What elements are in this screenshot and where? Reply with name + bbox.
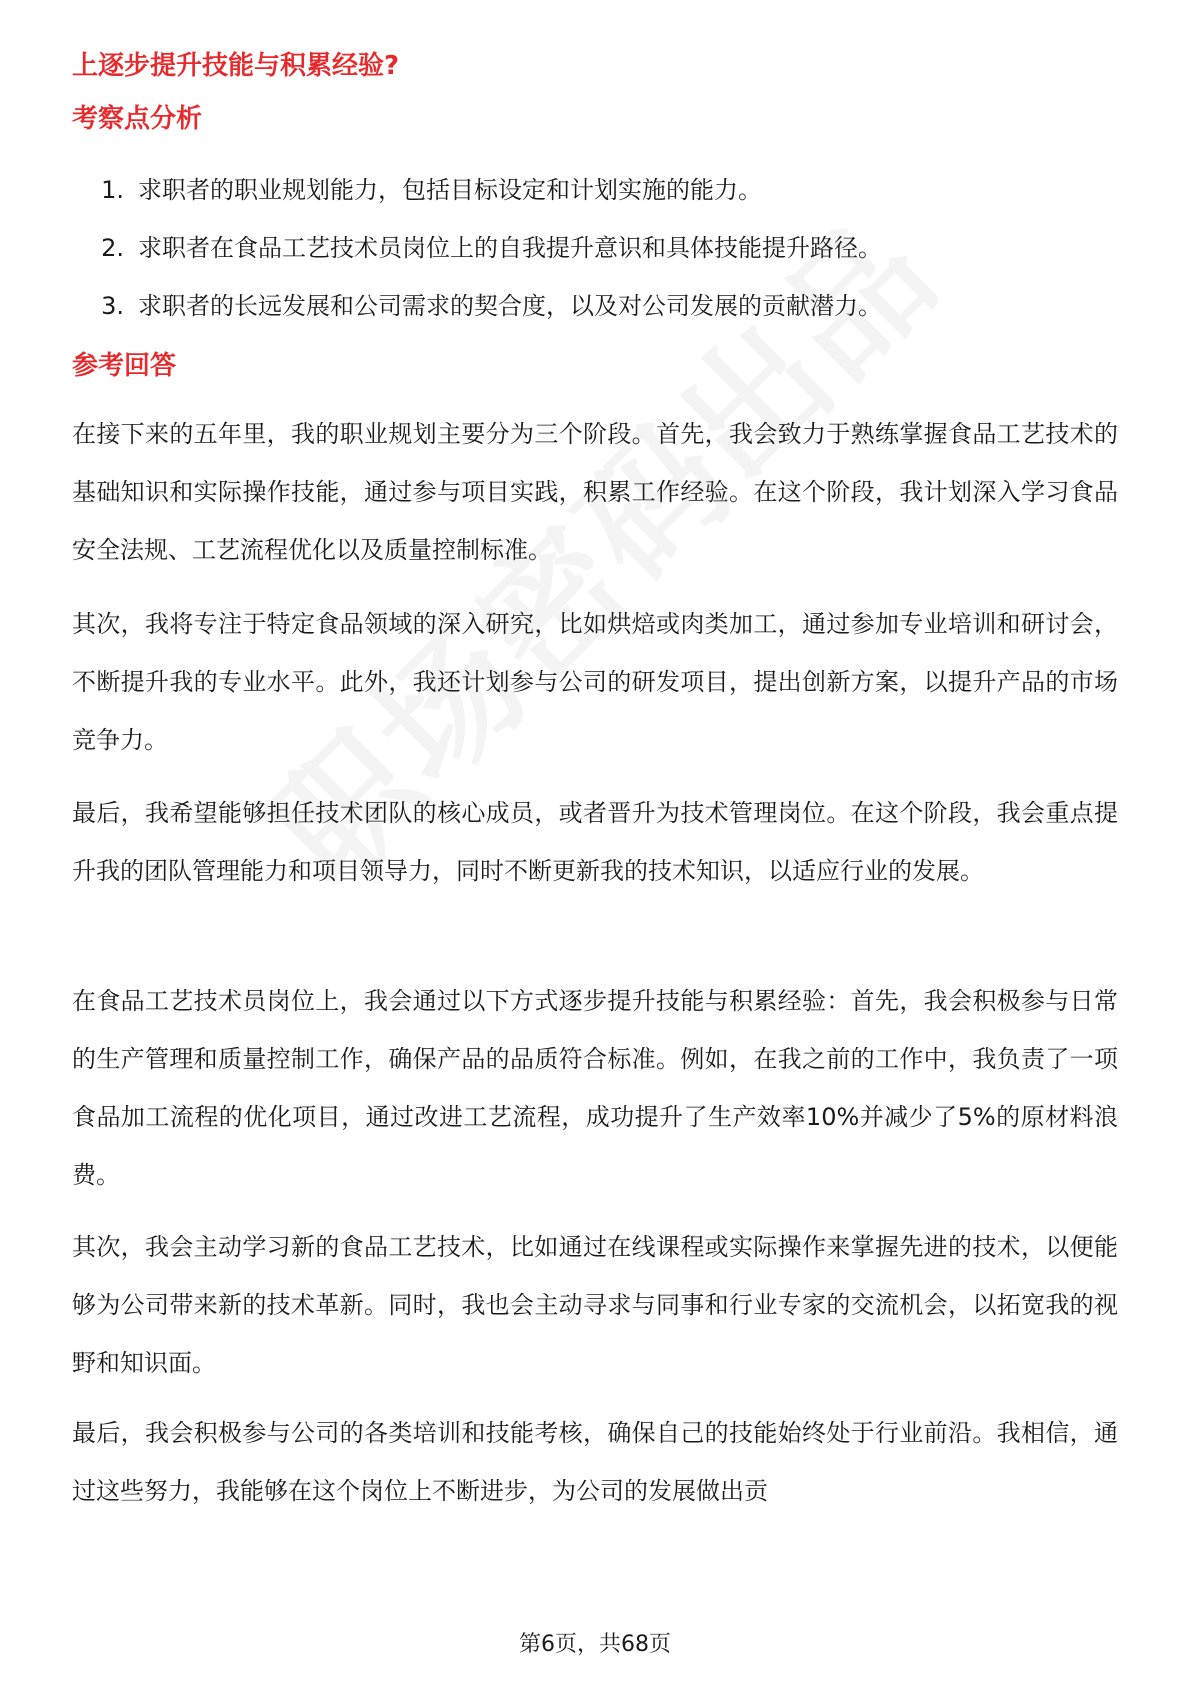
answer-paragraph-2: 其次，我将专注于特定食品领域的深入研究，比如烘焙或肉类加工，通过参加专业培训和研讨会，不断提升我的专业水平。此外，我还计划参与公司的研发项目，提出创新方案，以提升产品的市场竞争力。 (72, 610, 1118, 754)
list-item-text: 求职者的职业规划能力，包括目标设定和计划实施的能力。 (138, 176, 762, 204)
list-item (72, 228, 1118, 286)
answer-paragraph-6: 最后，我会积极参与公司的各类培训和技能考核，确保自己的技能始终处于行业前沿。我相信，通过这些努力，我能够在这个岗位上不断进步，为公司的发展做出贡 (72, 1419, 1118, 1505)
page-number-footer: 第6页，共68页 (519, 1632, 671, 1657)
answer-paragraph-1: 在接下来的五年里，我的职业规划主要分为三个阶段。首先，我会致力于熟练掌握食品工艺技术的基础知识和实际操作技能，通过参与项目实践，积累工作经验。在这个阶段，我计划深入学习食品安全法规、工艺流程优化以及质量控制标准。 (72, 420, 1118, 564)
continued-question-heading: 上逐步提升技能与积累经验? (72, 51, 400, 81)
list-item-number: 1. (101, 176, 124, 204)
analysis-list (72, 170, 1118, 344)
answer-paragraph-4: 在食品工艺技术员岗位上，我会通过以下方式逐步提升技能与积累经验：首先，我会积极参与日常的生产管理和质量控制工作，确保产品的品质符合标准。例如，在我之前的工作中，我负责了一项食品加工流程的优化项目，通过改进工艺流程，成功提升了生产效率10%并减少了5%的原材料浪费。 (72, 987, 1118, 1189)
list-item-text: 求职者在食品工艺技术员岗位上的自我提升意识和具体技能提升路径。 (138, 234, 882, 262)
answer-paragraph-5: 其次，我会主动学习新的食品工艺技术，比如通过在线课程或实际操作来掌握先进的技术，以便能够为公司带来新的技术革新。同时，我也会主动寻求与同事和行业专家的交流机会，以拓宽我的视野和知识面。 (72, 1233, 1118, 1377)
answer-heading: 参考回答 (72, 351, 177, 381)
answer-paragraph-3: 最后，我希望能够担任技术团队的核心成员，或者晋升为技术管理岗位。在这个阶段，我会重点提升我的团队管理能力和项目领导力，同时不断更新我的技术知识，以适应行业的发展。 (72, 799, 1118, 885)
list-item-number: 2. (101, 234, 124, 262)
analysis-heading: 考察点分析 (72, 104, 203, 134)
list-item (72, 286, 1118, 344)
list-item-text: 求职者的长远发展和公司需求的契合度，以及对公司发展的贡献潜力。 (138, 292, 882, 320)
list-item-number: 3. (101, 292, 124, 320)
list-item (72, 170, 1118, 228)
